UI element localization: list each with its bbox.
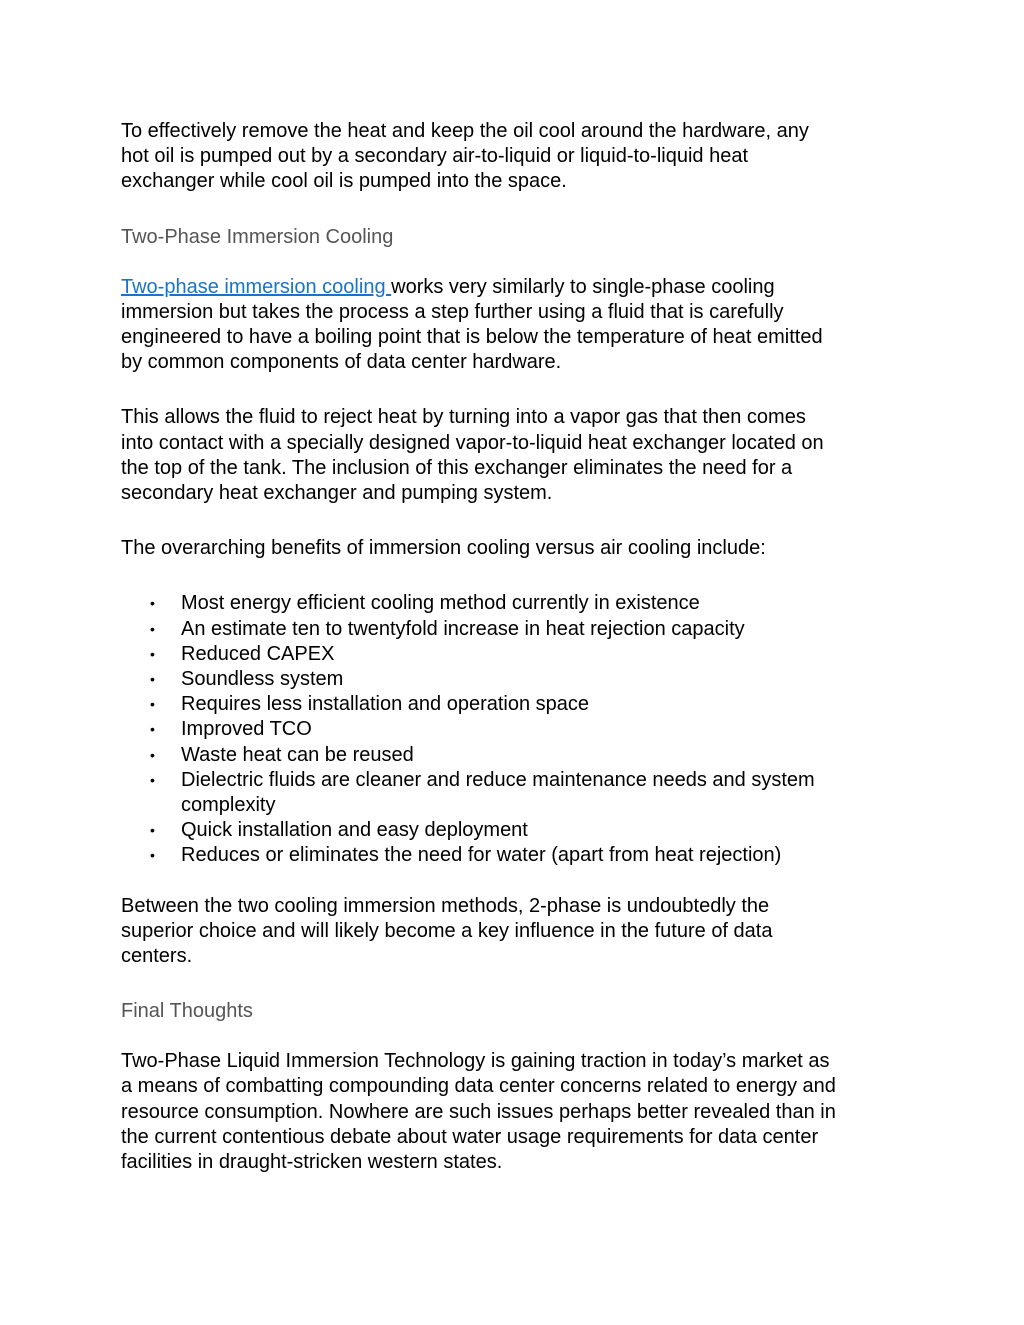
heading-final-thoughts: Final Thoughts — [121, 1000, 253, 1023]
list-item-text: Dielectric fluids are cleaner and reduce maintenance needs and system complexity — [181, 768, 815, 817]
bullet-glyph: • — [150, 847, 155, 864]
paragraph-benefits-intro: The overarching benefits of immersion cooling versus air cooling include: — [121, 537, 766, 560]
list-item-text: An estimate ten to twentyfold increase in heat rejection capacity — [181, 617, 745, 640]
list-item — [121, 717, 904, 742]
list-item-text: Quick installation and easy deployment — [181, 819, 528, 842]
list-item — [121, 667, 904, 692]
bullet-glyph: • — [150, 771, 155, 788]
bullet-glyph: • — [150, 645, 155, 662]
paragraph-heat-removal: To effectively remove the heat and keep the oil cool around the hardware, any hot oil is pumped out by a secondary air-to-liquid or liquid-to-liquid heat exchanger while cool oil is pumped into the space. — [121, 120, 809, 193]
list-item-text: Waste heat can be reused — [181, 743, 414, 766]
bullet-glyph: • — [150, 671, 155, 688]
list-item-text: Reduces or eliminates the need for water (apart from heat rejection) — [181, 844, 782, 867]
link-two-phase-immersion-cooling[interactable]: Two-phase immersion cooling — [121, 275, 392, 298]
list-item — [121, 768, 904, 818]
bullet-glyph: • — [150, 822, 155, 839]
paragraph-vapor-exchange: This allows the fluid to reject heat by turning into a vapor gas that then comes into contact with a specially designed vapor-to-liquid heat exchanger located on the top of the tank. The inclusion of this exchanger eliminates the need for a secondary heat exchanger and pumping system. — [121, 406, 824, 505]
list-item — [121, 617, 904, 642]
list-item-text: Most energy efficient cooling method currently in existence — [181, 592, 700, 615]
list-item — [121, 818, 904, 843]
list-item — [121, 642, 904, 667]
list-item-text: Improved TCO — [181, 718, 312, 741]
bullet-glyph: • — [150, 696, 155, 713]
list-item — [121, 843, 904, 868]
bullet-glyph: • — [150, 620, 155, 637]
heading-two-phase-immersion-cooling: Two-Phase Immersion Cooling — [121, 225, 394, 248]
list-item-text: Reduced CAPEX — [181, 642, 335, 665]
list-item-text: Soundless system — [181, 668, 344, 691]
list-item-text: Requires less installation and operation space — [181, 693, 590, 716]
paragraph-two-phase-intro-text: works very similarly to single-phase cooling immersion but takes the process a step further using a fluid that is carefully engineered to have a boiling point that is below the temperature of heat emitted by common components of data center hardware. — [121, 275, 823, 374]
list-item — [121, 743, 904, 768]
paragraph-two-phase-intro — [121, 275, 904, 376]
benefits-list — [121, 591, 904, 868]
list-item — [121, 591, 904, 616]
bullet-glyph: • — [150, 721, 155, 738]
paragraph-conclusion: Between the two cooling immersion methods, 2-phase is undoubtedly the superior choice and will likely become a key influence in the future of data centers. — [121, 894, 773, 968]
paragraph-final-thoughts: Two-Phase Liquid Immersion Technology is gaining traction in today’s market as a means of combatting compounding data center concerns related to energy and resource consumption. Nowhere are such issues perhaps better revealed than in the current contentious debate about water usage requirements for data center facilities in draught-stricken western states. — [121, 1050, 836, 1174]
list-item — [121, 692, 904, 717]
bullet-glyph: • — [150, 595, 155, 612]
bullet-glyph: • — [150, 746, 155, 763]
